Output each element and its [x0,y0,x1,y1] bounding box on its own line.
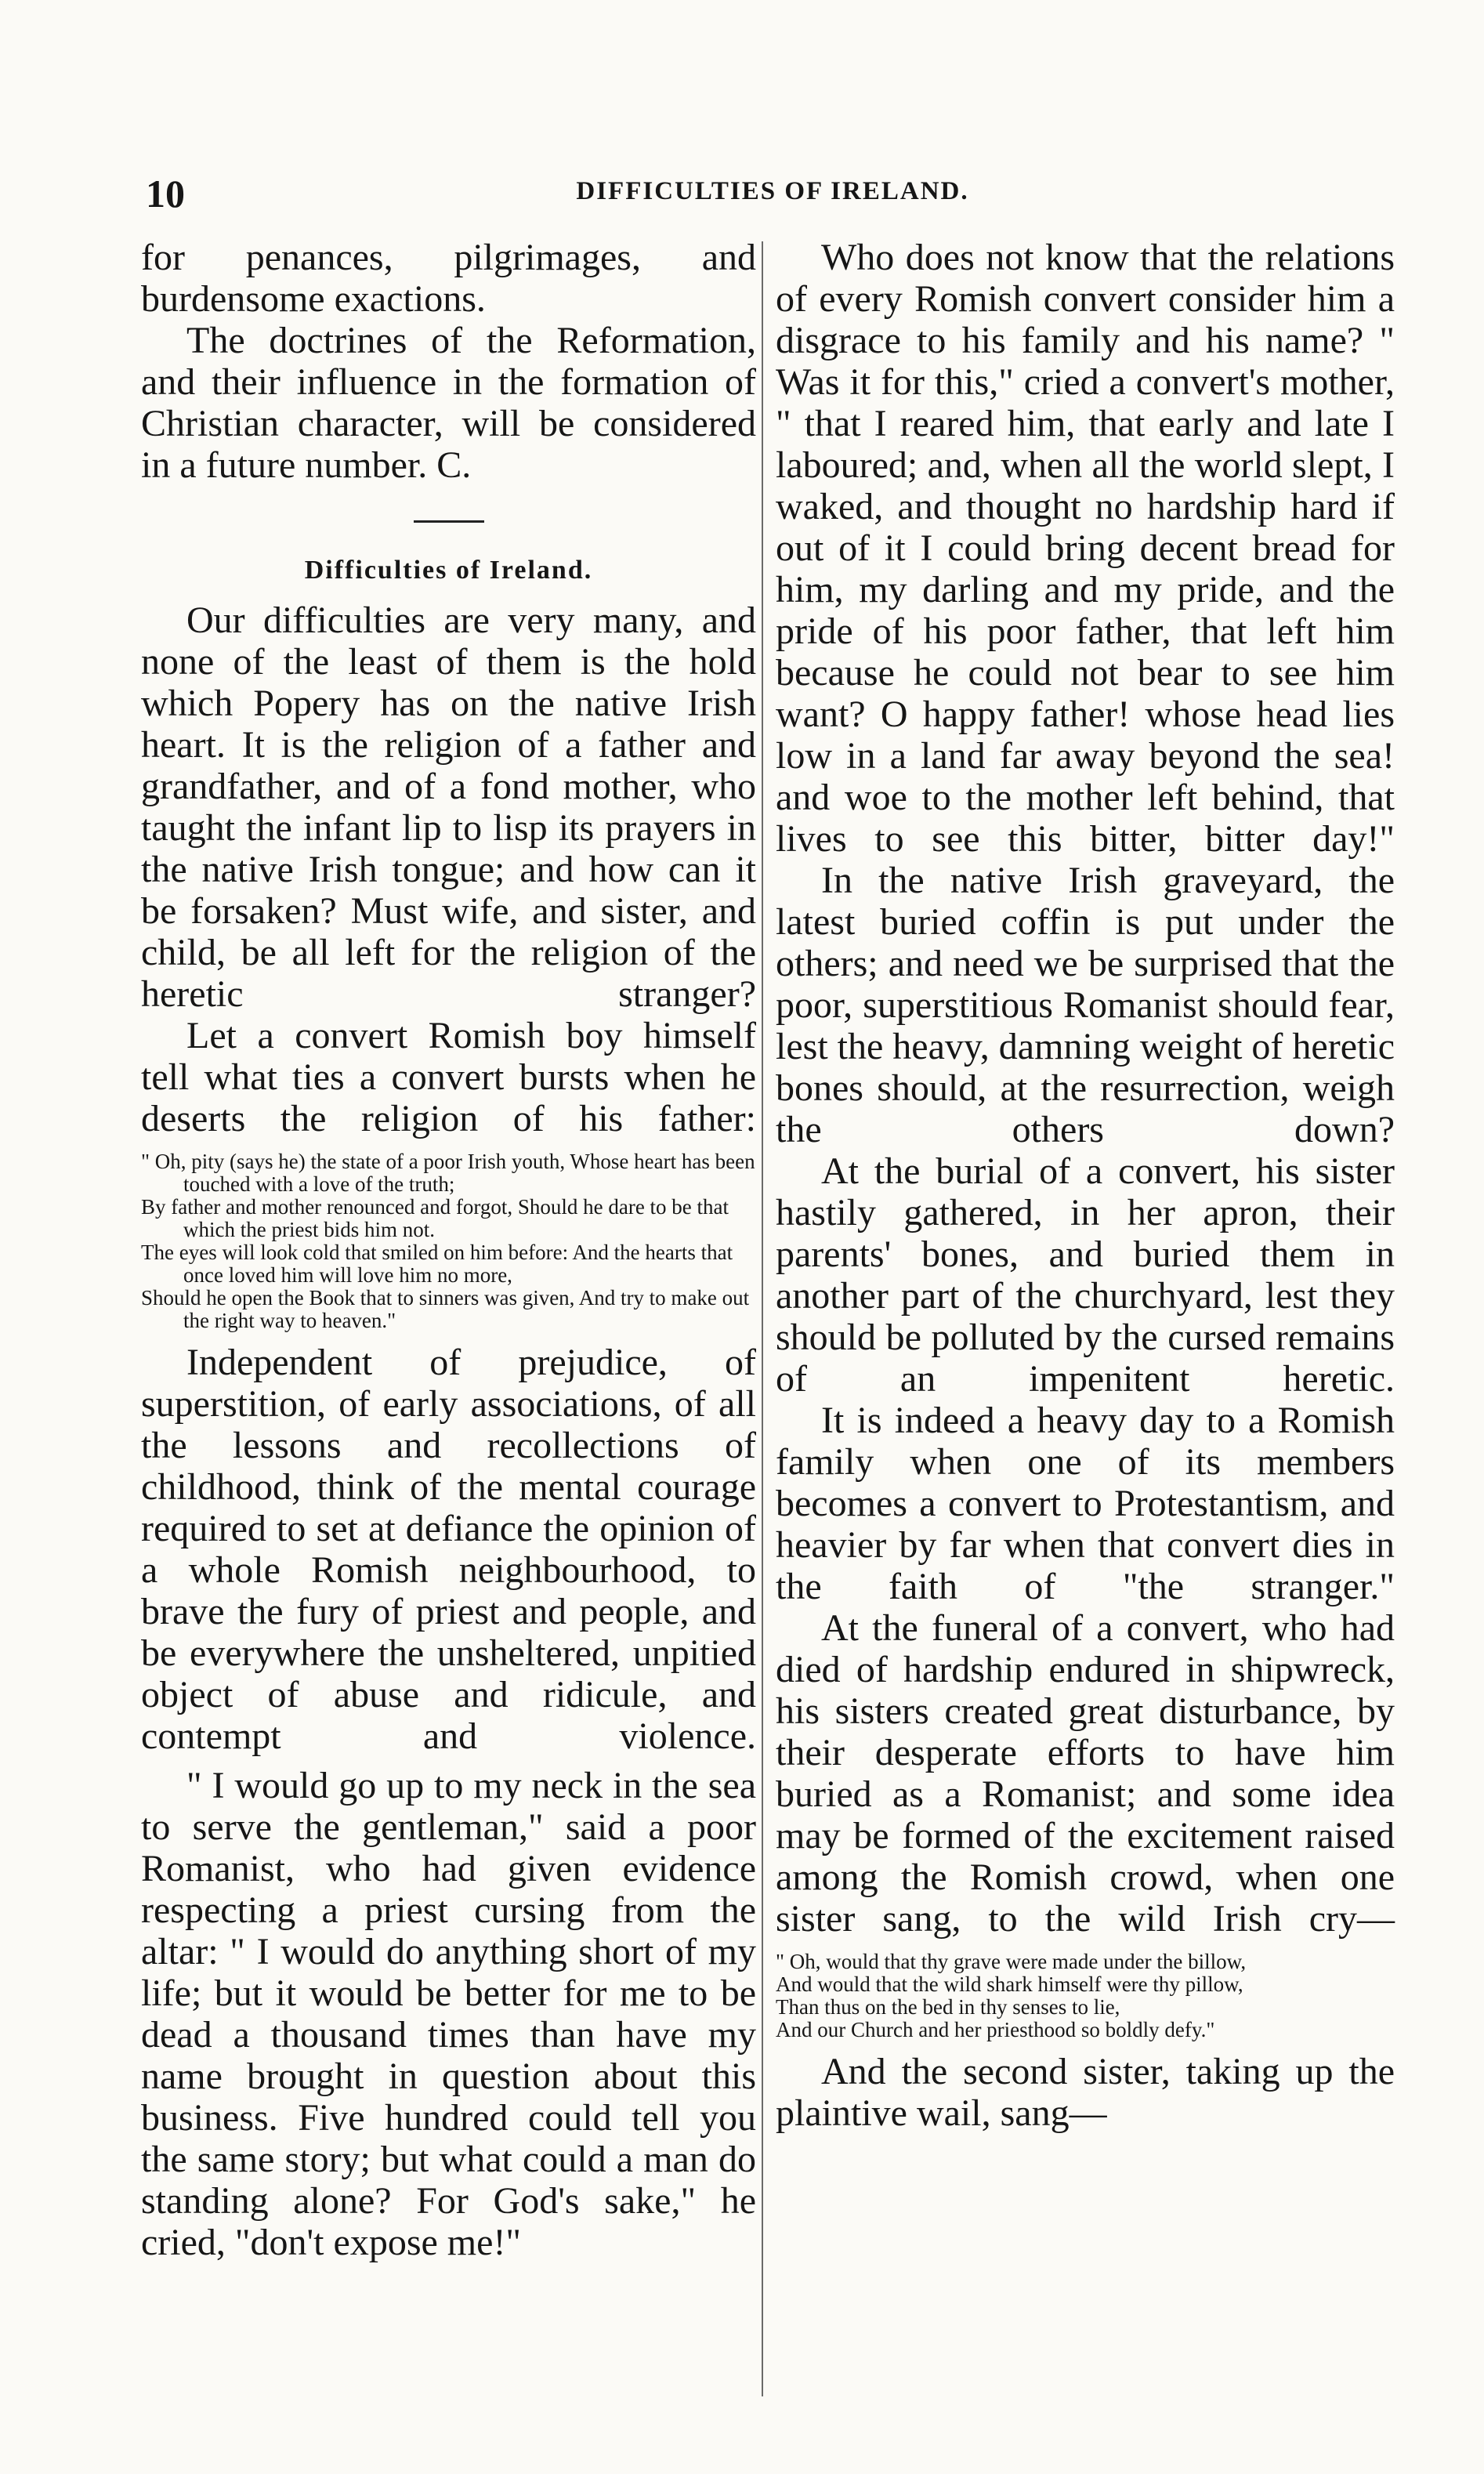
paragraph-graveyard: In the native Irish graveyard, the latest buried coffin is put under the others; and need we be surprised that the poor, superstitious Romanist should fear, lest the heavy, damning weight of heretic bones should, at the resurrection, weigh the others down? [776,860,1395,1150]
verse-line: Should he open the Book that to sinners was given, And try to make out the right way to heaven." [141,1286,750,1332]
verse-line: The eyes will look cold that smiled on him before: And the hearts that once loved him will love him no more, [141,1241,733,1287]
paragraph-romanist-quote: " I would go up to my neck in the sea to serve the gentleman," said a poor Romanist, who had given evidence respecting a priest cursing from the altar: " I would do anything short of my life; but it would be better for me to be dead a thousand times than have my name brought in question about this business. Five hundred could tell you the same story; but what could a man do standing alone? For God's sake," he cried, "don't expose me!" [141,1765,756,2263]
page-header [146,171,1399,215]
paragraph-funeral: At the funeral of a convert, who had died of hardship endured in shipwreck, his sisters created great disturbance, by their desperate efforts to have him buried as a Romanist; and some idea may be formed of the excitement raised among the Romish crowd, when one sister sang, to the wild Irish cry— [776,1607,1395,1940]
verse-line: " Oh, pity (says he) the state of a poor Irish youth, Whose heart has been touched with a love of the truth; [141,1150,755,1196]
column-divider [762,241,763,2396]
paragraph-heavy-day: It is indeed a heavy day to a Romish family when one of its members becomes a convert to Protestantism, and heavier by far when that convert dies in the faith of "the stranger." [776,1400,1395,1607]
paragraph-second-sister: And the second sister, taking up the plaintive wail, sang— [776,2051,1395,2134]
paragraph-convert-mother: Who does not know that the relations of every Romish convert consider him a disgrace to his family and his name? " Was it for this," cried a convert's mother, " that I reared him, that early and late I laboured; and, when all the world slept, I waked, and thought no hardship hard if out of it I could bring decent bread for him, my darling and my pride, and the pride of his poor father, that left him because he could not bear to see him want? O happy father! whose head lies low in a land far away beyond the sea! and woe to the mother left behind, that lives to see this bitter, bitter day!" [776,237,1395,860]
left-column [141,237,756,2263]
paragraph-difficulties: Our difficulties are very many, and none of the least of them is the hold which Popery has on the native Irish heart. It is the religion of a father and grandfather, and of a fond mother, who taught the infant lip to lisp its prayers in the native Irish tongue; and how can it be forsaken? Must wife, and sister, and child, be all left for the religion of the heretic stranger? [141,599,756,1015]
verse-line: Than thus on the bed in thy senses to lie, [776,1995,1120,2019]
running-title: DIFFICULTIES OF IRELAND. [576,177,969,205]
verse-line: And would that the wild shark himself were thy pillow, [776,1972,1243,1996]
verse-line: By father and mother renounced and forgot, Should he dare to be that which the priest bids him not. [141,1195,729,1241]
verse-block [141,1150,756,1332]
paragraph-independent: Independent of prejudice, of superstition, of early associations, of all the lessons and recollections of childhood, think of the mental courage required to set at defiance the opinion of a whole Romish neighbourhood, to brave the fury of priest and people, and be everywhere the unsheltered, unpitied object of abuse and ridicule, and contempt and violence. [141,1342,756,1757]
verse-line: " Oh, would that thy grave were made under the billow, [776,1950,1247,1973]
page-number: 10 [146,172,185,216]
right-column [776,237,1395,2134]
section-separator [414,520,484,523]
verse-block [776,1951,1395,2041]
section-title: Difficulties of Ireland. [304,556,593,585]
paragraph-reformation: The doctrines of the Reformation, and their influence in the formation of Christian character, will be considered in a future number. C. [141,320,756,486]
paragraph-burial: At the burial of a convert, his sister hastily gathered, in her apron, their parents' bones, and buried them in another part of the churchyard, lest they should be polluted by the cursed remains of an impenitent heretic. [776,1150,1395,1400]
paragraph-continuation: for penances, pilgrimages, and burdensome exactions. [141,237,756,320]
paragraph-convert-boy: Let a convert Romish boy himself tell what ties a convert bursts when he deserts the religion of his father: [141,1015,756,1139]
verse-line: And our Church and her priesthood so boldly defy." [776,2018,1215,2041]
